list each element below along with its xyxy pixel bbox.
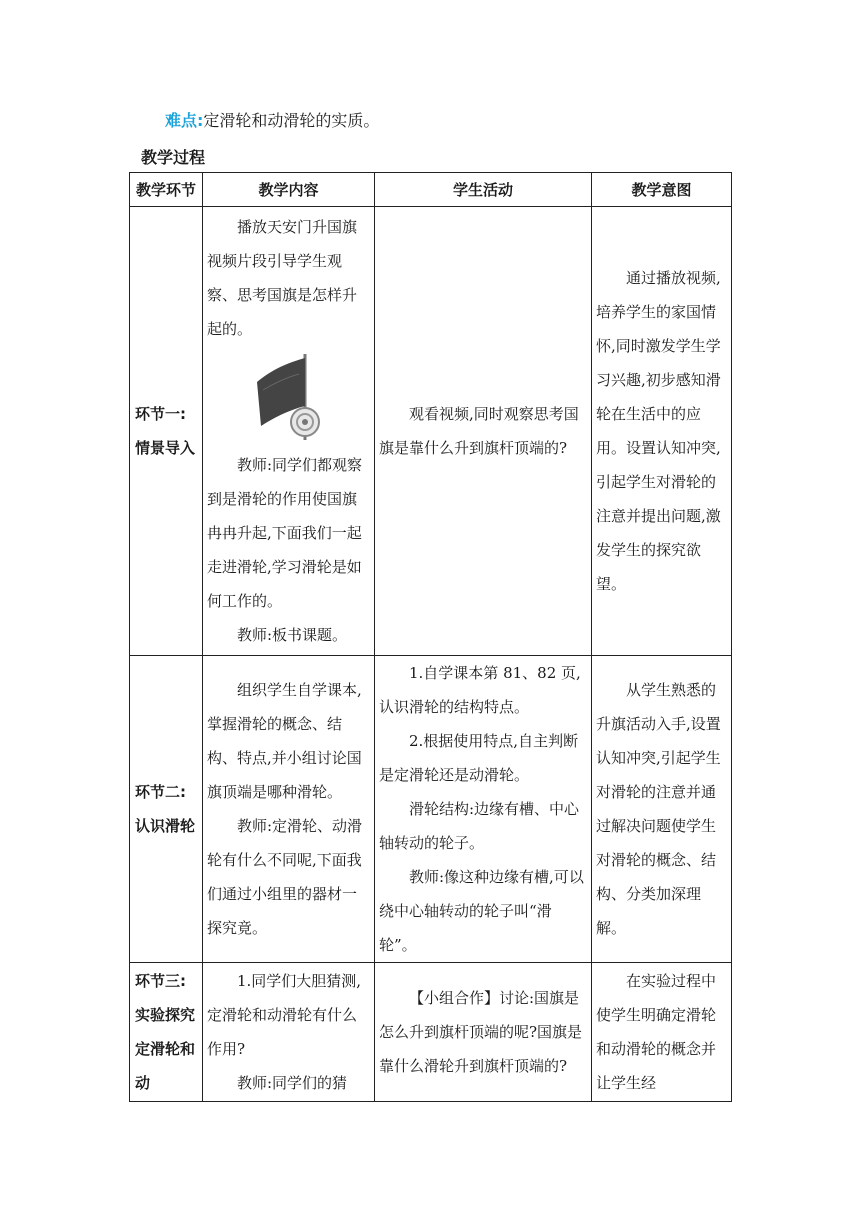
stage-cell: 环节一:情景导入 (130, 207, 203, 656)
content-paragraph: 组织学生自学课本,掌握滑轮的概念、结构、特点,并小组讨论国旗顶端是哪种滑轮。 (207, 681, 362, 801)
content-paragraph: 教师:同学们的猜 (237, 1074, 348, 1092)
flag-illustration (207, 350, 371, 442)
lesson-table (129, 172, 732, 1102)
intent-cell (592, 656, 732, 963)
intent-paragraph: 在实验过程中使学生明确定滑轮和动滑轮的概念并让学生经 (596, 972, 717, 1092)
activity-paragraph: 教师:像这种边缘有槽,可以绕中心轴转动的轮子叫“滑轮”。 (379, 868, 584, 954)
content-paragraph: 播放天安门升国旗视频片段引导学生观察、思考国旗是怎样升起的。 (207, 218, 358, 338)
activity-paragraph: 【小组合作】讨论:国旗是怎么升到旗杆顶端的呢?国旗是靠什么滑轮升到旗杆顶端的? (379, 989, 583, 1075)
activity-cell (375, 963, 592, 1102)
header-activity: 学生活动 (375, 173, 592, 207)
activity-paragraph: 观看视频,同时观察思考国旗是靠什么升到旗杆顶端的? (379, 405, 579, 457)
table-row (130, 656, 732, 963)
intent-cell (592, 963, 732, 1102)
flag-on-pulley-icon (249, 350, 329, 442)
difficulty-text: 定滑轮和动滑轮的实质。 (203, 111, 380, 130)
header-stage: 教学环节 (130, 173, 203, 207)
header-intent: 教学意图 (592, 173, 732, 207)
content-cell (203, 207, 375, 656)
difficulty-label: 难点: (165, 111, 204, 130)
content-cell (203, 963, 375, 1102)
stage-cell: 环节二:认识滑轮 (130, 656, 203, 963)
difficulty-line (165, 110, 379, 132)
intent-paragraph: 从学生熟悉的升旗活动入手,设置认知冲突,引起学生对滑轮的注意并通过解决问题使学生对滑轮的概念、结构、分类加深理解。 (596, 681, 721, 937)
table-row (130, 963, 732, 1102)
content-cell (203, 656, 375, 963)
section-title: 教学过程 (141, 148, 206, 167)
activity-paragraph: 滑轮结构:边缘有槽、中心轴转动的轮子。 (379, 800, 580, 852)
table-row (130, 207, 732, 656)
stage-cell: 环节三:实验探究定滑轮和动 (130, 963, 203, 1102)
header-content: 教学内容 (203, 173, 375, 207)
activity-paragraph: 1.自学课本第 81、82 页,认识滑轮的结构特点。 (379, 664, 581, 716)
activity-cell (375, 656, 592, 963)
activity-paragraph: 2.根据使用特点,自主判断是定滑轮还是动滑轮。 (379, 732, 579, 784)
intent-cell (592, 207, 732, 656)
content-paragraph: 教师:定滑轮、动滑轮有什么不同呢,下面我们通过小组里的器材一探究竟。 (207, 817, 363, 937)
intent-paragraph: 通过播放视频,培养学生的家国情怀,同时激发学生学习兴趣,初步感知滑轮在生活中的应用。设置认知冲突,引起学生对滑轮的注意并提出问题,激发学生的探究欲望。 (596, 269, 721, 593)
content-paragraph: 教师:板书课题。 (237, 626, 348, 644)
content-paragraph: 教师:同学们都观察到是滑轮的作用使国旗冉冉升起,下面我们一起走进滑轮,学习滑轮是如何工作的。 (207, 456, 363, 610)
activity-cell (375, 207, 592, 656)
content-paragraph: 1.同学们大胆猜测,定滑轮和动滑轮有什么作用? (207, 972, 362, 1058)
table-header-row (130, 173, 732, 207)
